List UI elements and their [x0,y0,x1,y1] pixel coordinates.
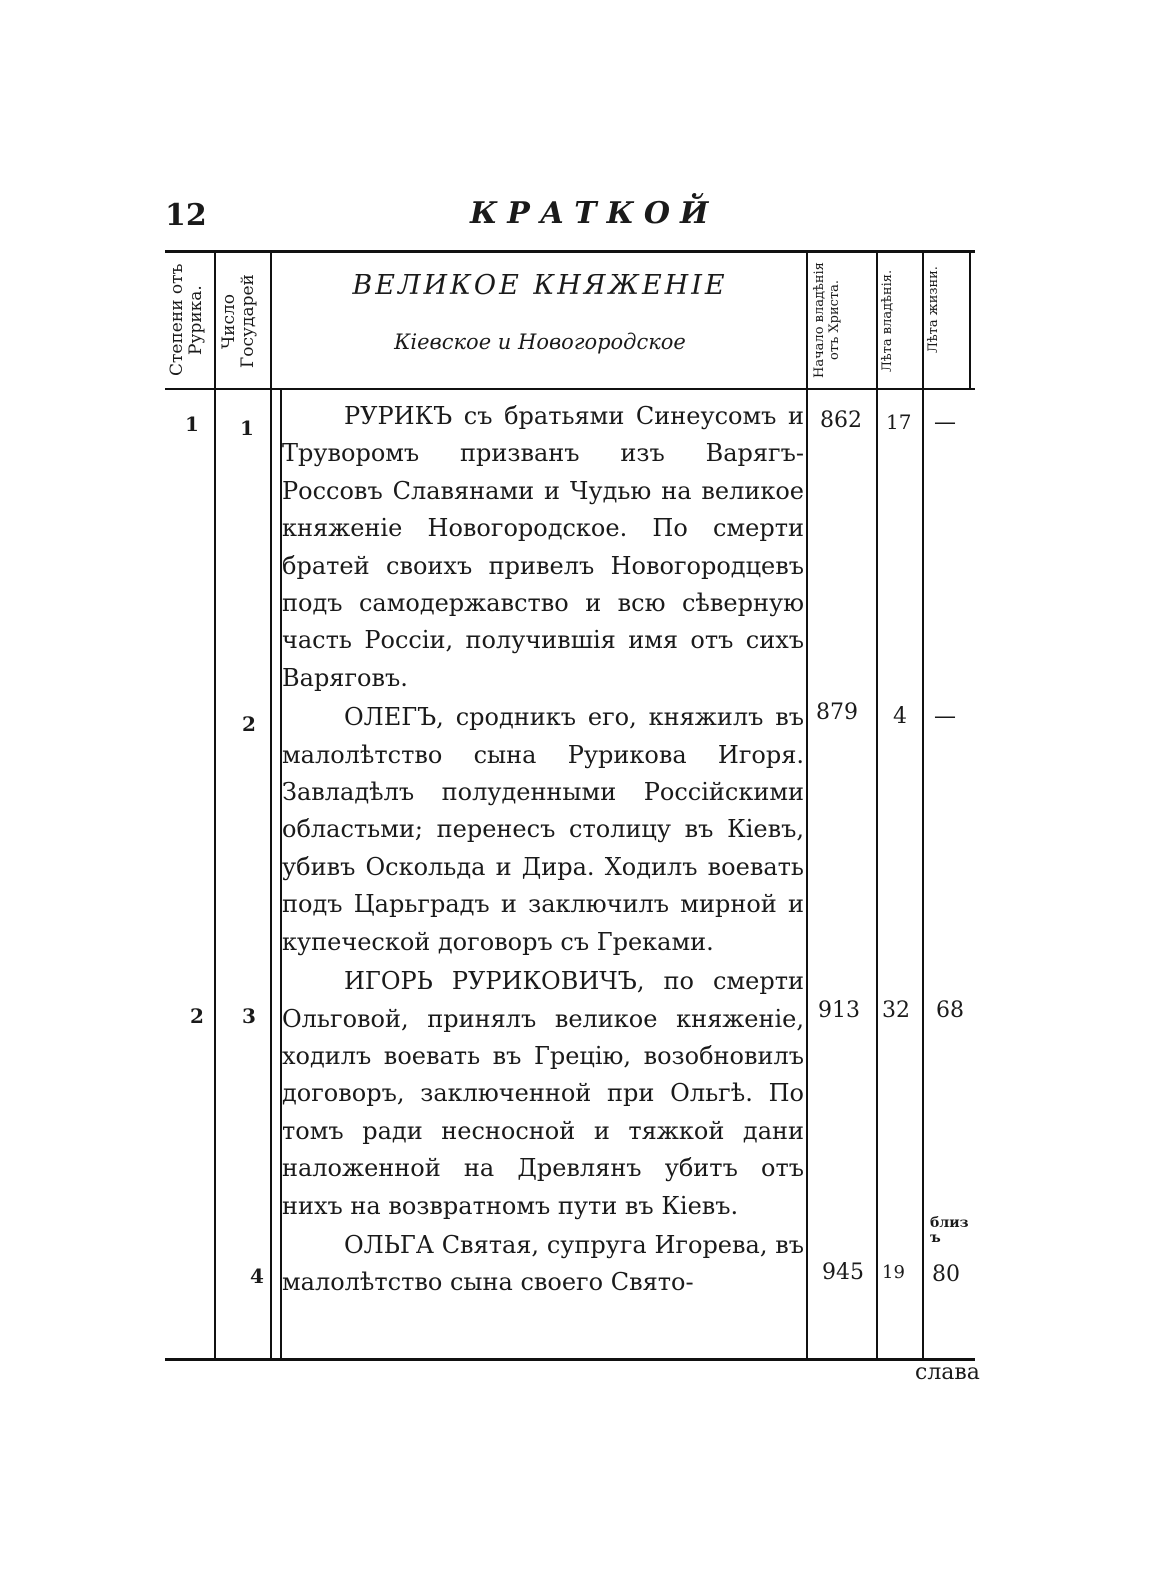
row1-generation: 1 [185,412,199,436]
row4-reign: 19 [882,1262,905,1283]
row4-life: 80 [932,1262,960,1287]
col-rule-6 [922,252,924,1358]
entry-olga: ОЛЬГА Святая, супруга Игорева, въ малолѣтство сына своего Свято- [282,1230,804,1297]
chronicle-text [282,398,804,1302]
row4-ruler: 4 [250,1264,264,1288]
catchword: слава [915,1360,980,1385]
col-rule-4 [806,252,808,1358]
row1-ruler: 1 [240,416,254,440]
col-rule-7 [969,252,971,388]
row2-life: — [934,704,956,729]
row2-year: 879 [816,700,858,725]
row3-ruler: 3 [242,1004,256,1028]
section-title: ВЕЛИКОЕ КНЯЖЕНІЕ [352,270,728,301]
header-ruler-count: Число Государей [219,274,258,368]
page-number: 12 [165,198,207,233]
row2-ruler: 2 [242,712,256,736]
header-generation: Степени отъ Рурика. [167,263,206,377]
entry-rurik: РУРИКЪ съ братьями Синеусомъ и Труворомъ призванъ изъ Варягъ-Россовъ Славянами и Чудью на великое княженіе Новогородское. По смерти братей своихъ привелъ Новогородцевъ подъ самодержавство и всю сѣверную часть Россіи, получившія имя отъ сихъ Варяговъ. [282,402,804,692]
col-rule-5 [876,252,878,1358]
header-year: Начало владѣнія отъ Христа. [812,262,842,378]
col-rule-2 [270,252,272,1358]
entry-oleg: ОЛЕГЪ, сродникъ его, княжилъ въ малолѣтство сына Рурикова Игоря. Завладѣлъ полуденными Россійскими областьми; перенесъ столицу въ Кіевъ, убивъ Оскольда и Дира. Ходилъ воевать подъ Царьградъ и заключилъ мирной и купеческой договоръ съ Греками. [282,703,804,956]
row3-life: 68 [936,998,964,1023]
row1-life: — [934,410,956,435]
row3-reign: 32 [882,998,910,1023]
table-top-rule [165,250,975,253]
row4-life-note: близъ [930,1215,969,1246]
row3-year: 913 [818,998,860,1023]
row3-generation: 2 [190,1004,204,1028]
col-rule-1 [214,252,216,1358]
header-life-years: Лѣта жизни. [926,266,941,354]
running-head: КРАТКОЙ [470,196,719,231]
header-reign-years: Лѣта владѣнія. [880,269,895,373]
section-subtitle: Кіевское и Новогородское [394,330,686,354]
table-bottom-rule [165,1358,975,1361]
entry-igor: ИГОРЬ РУРИКОВИЧЪ, по смерти Ольговой, принялъ великое княженіе, ходилъ воевать въ Грецію, возобновилъ договоръ, заключенной при Ольгѣ. По томъ ради несносной и тяжкой дани наложенной на Древлянъ убитъ отъ нихъ на возвратномъ пути въ Кіевъ. [282,967,804,1220]
row1-reign: 17 [886,410,912,434]
row2-reign: 4 [893,704,907,729]
header-bottom-rule [165,388,975,390]
row1-year: 862 [820,408,862,433]
row4-year: 945 [822,1260,864,1285]
